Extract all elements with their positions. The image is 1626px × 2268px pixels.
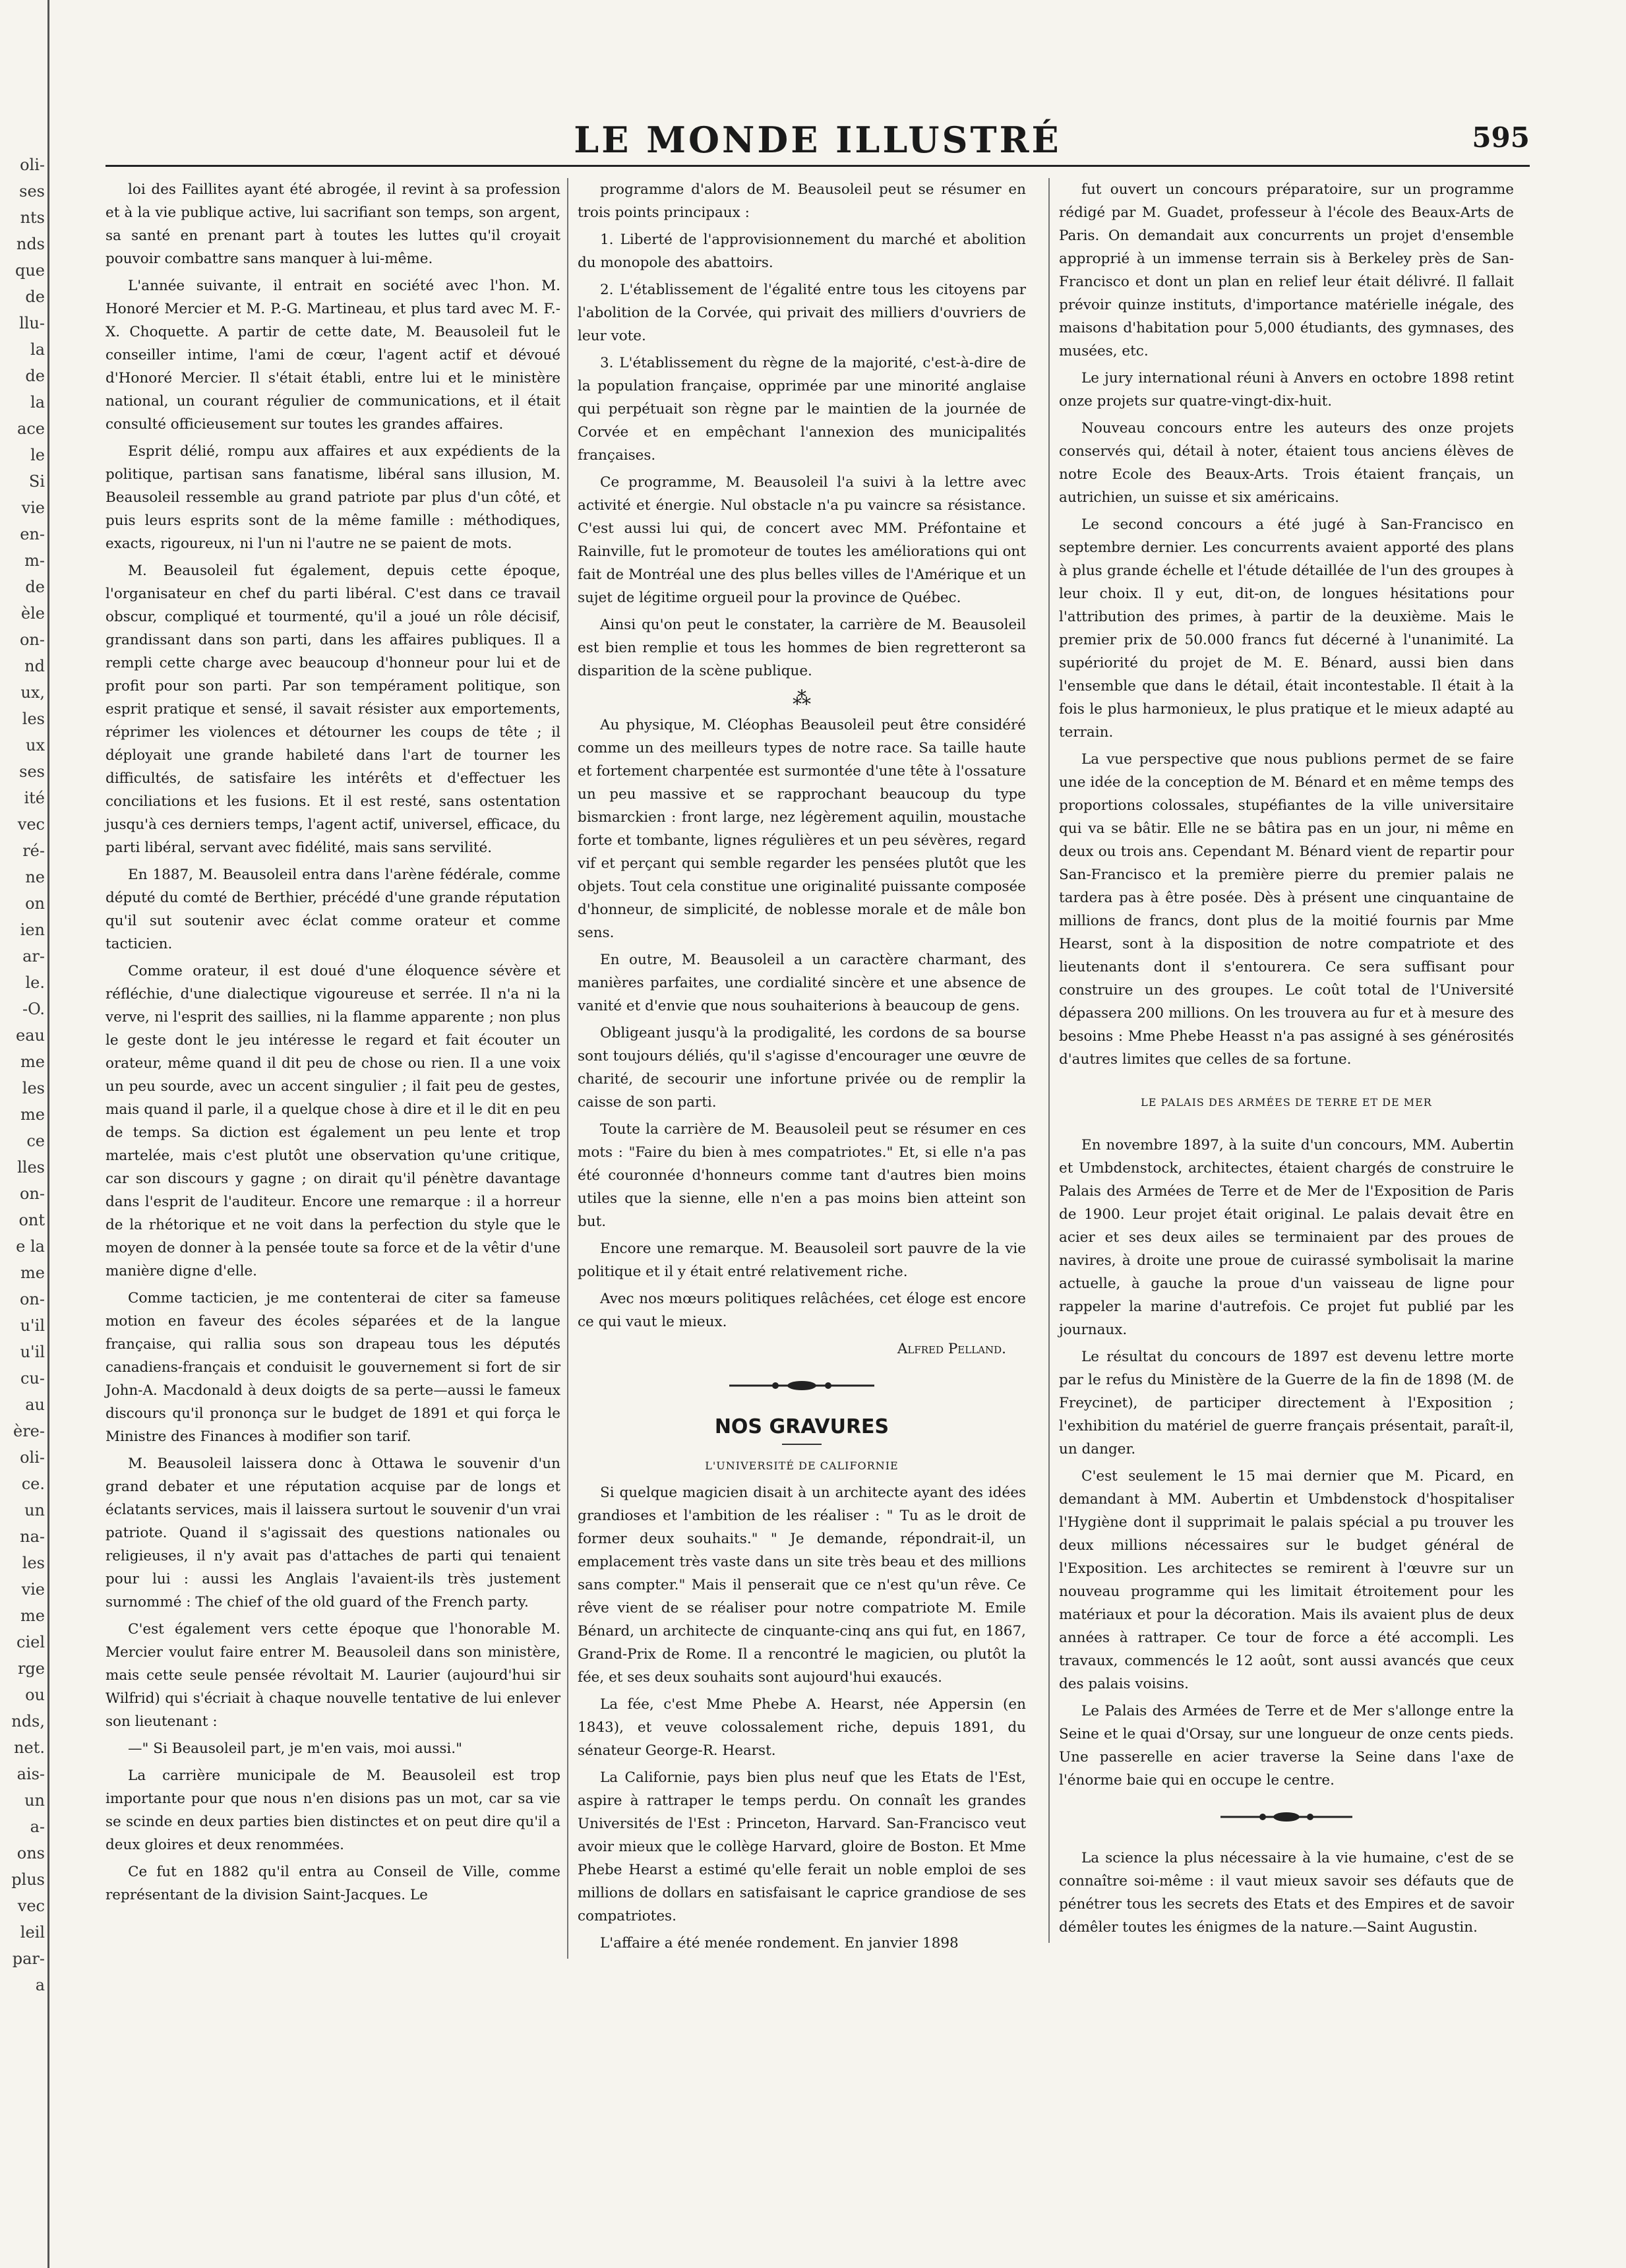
gutter-fragment: un <box>24 1501 45 1519</box>
gutter-fragment: ne <box>25 868 45 886</box>
ornament-divider <box>578 1376 1026 1399</box>
subhead-palais: LE PALAIS DES ARMÉES DE TERRE ET DE MER <box>1141 1096 1432 1109</box>
paragraph: La carrière municipale de M. Beausoleil est trop importante pour que nous n'en disions pas un mot, car sa vie se scinde en deux parties bien distinctes et on peut dire qu'il a deux gloires et deux renommées. <box>105 1767 560 1853</box>
paragraph: M. Beausoleil fut également, depuis cette époque, l'organisateur en chef du parti libéral. C'est dans ce travail obscur, compliqué et tourmenté, qu'il a joué un rôle décisif, grandissant dans son parti, dans les affaires publiques. Il a rempli cette charge avec beaucoup d'honneur pour lui et de profit pour son parti. Par son tempérament politique, son esprit pratique et sensé, il savait résister aux emportements, réprimer les violences et détourner les coups de tête ; il déployait une grande habileté dans l'art de tourner les difficultés, de satisfaire les intérêts et d'effectuer les conciliations et les fusions. Et il est resté, sans ostentation jusqu'à ces derniers temps, l'agent actif, universel, efficace, du parti libéral, servant avec fidélité, mais sans servilité. <box>105 563 560 856</box>
gutter-fragment: me <box>20 1105 45 1124</box>
gutter-fragment: nds <box>16 235 45 253</box>
paragraph: L'année suivante, il entrait en société avec l'hon. M. Honoré Mercier et M. P.-G. Martineau, et plus tard avec M. F.-X. Choquette. A partir de cette date, M. Beausoleil fut le conseiller intime, l'ami de cœur, l'agent actif et dévoué d'Honoré Mercier. Il s'était établi, entre lui et le ministère national, un courant régulier de communications, et il était consulté officieusement sur toutes les grandes affaires. <box>105 278 560 433</box>
gutter-fragment: vie <box>21 1580 45 1599</box>
paragraph: La vue perspective que nous publions permet de se faire une idée de la conception de M. Bénard et en même temps des proportions colossales, stupéfiantes de la ville universitaire qui va se bâtir. Elle ne se bâtira pas en un jour, ni même en deux ou trois ans. Cependant M. Bénard vient de repartir pour San-Francisco et la première pierre du premier palais ne tardera pas à être posée. Dès à présent une cinquantaine de millions de francs, dont plus de la moitié fournis par Mme Hearst, sont à la disposition de notre compatriote et des lieutenants dont il s'entourera. Ce sera suffisant pour construire un des groupes. Le coût total de l'Université dépassera 200 millions. On les trouvera au fur et à mesure des besoins : Mme Phebe Heasst n'a pas assigné à ses générosités d'autres limites que celles de sa fortune. <box>1059 751 1514 1068</box>
gutter-fragment: a- <box>30 1818 45 1836</box>
gutter-fragment: la <box>30 340 45 359</box>
gutter-fragment: ce <box>26 1132 45 1150</box>
gutter-fragment: ons <box>16 1844 45 1862</box>
paragraph: Ce fut en 1882 qu'il entra au Conseil de Ville, comme représentant de la division Saint-Jacques. Le <box>105 1864 560 1903</box>
gutter-fragment: èle <box>20 604 45 623</box>
gutter-fragment: les <box>22 1079 45 1097</box>
paragraph: 2. L'établissement de l'égalité entre tous les citoyens par l'abolition de la Corvée, qui privait des milliers d'ouvriers de leur vote. <box>578 282 1026 344</box>
gutter-fragment: ar- <box>22 947 45 965</box>
column-3 <box>1048 178 1514 1943</box>
gutter-fragment: nd <box>24 657 45 675</box>
gutter-fragment: leil <box>20 1923 45 1942</box>
gutter-fragment: la <box>30 393 45 412</box>
gutter-fragment: ux, <box>20 683 45 702</box>
gutter-fragment: un <box>24 1791 45 1810</box>
paragraph: Au physique, M. Cléophas Beausoleil peut être considéré comme un des meilleurs types de notre race. Sa taille haute et fortement charpentée est surmontée d'une tête à l'ossature un peu massive et se rapprochant beaucoup du type bismarckien : front large, nez légèrement aquilin, moustache forte et tombante, lignes régulières et un peu sévères, regard vif et perçant qui semble regarder les pensées plutôt que les objets. Tout cela constitue une originalité puissante composée d'honneur, de simplicité, de noblesse morale et de mâle bon sens. <box>578 717 1026 941</box>
gutter-fragment: llu- <box>19 314 45 332</box>
paragraph: La Californie, pays bien plus neuf que les Etats de l'Est, aspire à rattraper le temps perdu. On connaît les grandes Universités de l'Est : Princeton, Harvard. San-Francisco veut avoir mieux que le collège Harvard, gloire de Boston. Et Mme Phebe Hearst a estimé qu'elle ferait un noble emploi de ses millions de dollars en satisfaisant le caprice grandiose de ses compatriotes. <box>578 1769 1026 1924</box>
paragraph: Nouveau concours entre les auteurs des onze projets conservés qui, détail à noter, étaient tous anciens élèves de notre Ecole des Beaux-Arts. Trois étaient français, un autrichien, un suisse et six américains. <box>1059 420 1514 506</box>
asterism-separator: ⁂ <box>793 687 811 709</box>
paragraph: Comme tacticien, je me contenterai de citer sa fameuse motion en faveur des écoles séparées et de la langue française, qui rallia sous son drapeau tous les députés canadiens-français et conduisit le gouvernement si fort de sir John-A. Macdonald à deux doigts de sa perte—aussi le fameux discours qu'il prononça sur le budget de 1891 et qui força le Ministre des Finances à modifier son tarif. <box>105 1290 560 1445</box>
gutter-fragment: lles <box>17 1158 45 1177</box>
gutter-fragment: ciel <box>16 1633 45 1651</box>
paragraph: Encore une remarque. M. Beausoleil sort pauvre de la vie politique et il y était entré relativement riche. <box>578 1241 1026 1280</box>
gutter-fragment: nts <box>20 208 45 227</box>
paragraph: loi des Faillites ayant été abrogée, il revint à sa profession et à la vie publique active, lui sacrifiant son temps, son argent, sa santé en prenant part à toutes les luttes qu'il croyait pouvoir combattre sans manquer à lui-même. <box>105 181 560 267</box>
paragraph: La fée, c'est Mme Phebe A. Hearst, née Appersin (en 1843), et veuve colossalement riche, depuis 1891, du sénateur George-R. Hearst. <box>578 1696 1026 1759</box>
paragraph: programme d'alors de M. Beausoleil peut se résumer en trois points principaux : <box>578 181 1026 221</box>
gutter-fragment: a <box>35 1976 45 1994</box>
column-2 <box>567 178 1026 1959</box>
gutter-fragment: eau <box>16 1026 45 1045</box>
column-3-university-article <box>1059 178 1514 1071</box>
gutter-fragment: au <box>25 1395 45 1414</box>
gutter-fragment: ux <box>26 736 45 754</box>
gutter-fragment: par- <box>12 1949 45 1968</box>
column-2-article-end <box>578 178 1026 683</box>
gutter-fragment: le <box>30 446 45 464</box>
gutter-fragment: vie <box>21 499 45 517</box>
paragraph: Le second concours a été jugé à San-Francisco en septembre dernier. Les concurrents avaient apporté des plans à plus grande échelle et l'étude détaillée de l'un des groupes à leur choix. Il y eut, dit-on, de longues hésitations pour l'attribution des primes, à partir de la deuxième. Mais le premier prix de 50.000 francs fut décerné à l'unanimité. La supériorité du projet de M. E. Bénard, aussi bien dans l'ensemble que dans le détail, était incontestable. Il était à la fois le plus harmonieux, le plus pratique et le mieux adapté au terrain. <box>1059 516 1514 741</box>
column-2-university-article <box>578 1481 1026 1955</box>
title-rule <box>782 1444 822 1445</box>
subhead-university: L'UNIVERSITÉ DE CALIFORNIE <box>705 1459 899 1472</box>
gutter-fragment: oli- <box>20 1448 45 1467</box>
gutter-fragment: de <box>25 288 45 306</box>
paragraph: fut ouvert un concours préparatoire, sur un programme rédigé par M. Guadet, professeur à l'école des Beaux-Arts de Paris. On demandait aux concurrents un projet d'ensemble approprié à un immense terrain sis à Berkeley près de San-Francisco et dont un plan en relief leur était délivré. Il fallait prévoir quinze instituts, d'importance matérielle inégale, des maisons d'habitation pour 5,000 étudiants, des gymnases, des musées, etc. <box>1059 181 1514 359</box>
gutter-fragment: oli- <box>20 156 45 174</box>
gutter-fragment: rge <box>17 1659 45 1678</box>
gutter-fragment: ses <box>19 762 45 781</box>
paragraph: Le résultat du concours de 1897 est devenu lettre morte par le refus du Ministère de la Guerre de la fin de 1898 (M. de Freycinet), de participer directement à l'Exposition ; l'exhibition du matériel de guerre français présentait, paraît-il, un danger. <box>1059 1349 1514 1457</box>
gutter-fragment: les <box>22 710 45 728</box>
gutter-fragment: net. <box>14 1738 45 1757</box>
gutter-fragment: me <box>20 1264 45 1282</box>
paragraph: C'est seulement le 15 mai dernier que M. Picard, en demandant à MM. Aubertin et Umbdenstock d'hospitaliser l'Hygiène dont il supprimait le palais spécial a pu trouver les deux millions nécessaires sur le budget général de l'Exposition. Les architectes se remirent à l'œuvre sur un nouveau programme qui les limitait étroitement pour les matériaux et pour la décoration. Mais ils avaient plus de deux années à rattraper. Ce tour de force a été accompli. Les travaux, commencés le 12 août, sont aussi avancés que ceux des palais voisins. <box>1059 1468 1514 1692</box>
publication-title: LE MONDE ILLUSTRÉ <box>574 119 1062 161</box>
gutter-fragment: ité <box>24 789 45 807</box>
gutter-fragment: on- <box>19 1290 45 1308</box>
gutter-fragment: -O. <box>22 1000 45 1018</box>
paragraph: En outre, M. Beausoleil a un caractère charmant, des manières parfaites, une cordialité sincère et une absence de vanité et d'envie que nous souhaiterions à beaucoup de gens. <box>578 952 1026 1014</box>
gutter-fragment: e la <box>16 1237 45 1256</box>
gutter-fragment: plus <box>11 1870 45 1889</box>
gutter-fragment: on <box>25 894 45 913</box>
augustine-quote: La science la plus nécessaire à la vie humaine, c'est de se connaître soi-même : il vaut mieux savoir ses défauts que de pénétrer tous les secrets des Etats et des Empires et de savoir démêler toutes les énigmes de la nature.—Saint Augustin. <box>1059 1850 1514 1936</box>
paragraph: C'est également vers cette époque que l'honorable M. Mercier voulut faire entrer M. Beausoleil dans son ministère, mais cette seule pensée révoltait M. Laurier (aujourd'hui sir Wilfrid) qui s'écriait à chaque nouvelle tentative de lui enlever son lieutenant : <box>105 1621 560 1730</box>
gutter-fragment: que <box>15 261 45 280</box>
gutter-fragment: de <box>25 367 45 385</box>
gutter-fragment: ère- <box>13 1422 45 1440</box>
gutter-fragment: m- <box>24 551 45 570</box>
column-1 <box>105 178 560 1911</box>
gutter-fragment: ce. <box>21 1475 45 1493</box>
gutter-fragment: na- <box>20 1527 45 1546</box>
page-header <box>105 119 1530 167</box>
gutter-fragment: cu- <box>20 1369 45 1388</box>
gutter-fragment: on- <box>19 1184 45 1203</box>
ornament-divider-icon <box>729 1379 874 1392</box>
gutter-fragment: u'il <box>20 1316 45 1335</box>
gutter-fragment: ont <box>18 1211 45 1229</box>
gutter-fragment: vec <box>17 815 45 834</box>
gutter-fragment: de <box>25 578 45 596</box>
gutter-fragment: ais- <box>16 1765 45 1783</box>
gutter-fragment: on- <box>19 630 45 649</box>
gutter-fragment: vec <box>17 1897 45 1915</box>
paragraph: 3. L'établissement du règne de la majorité, c'est-à-dire de la population française, opprimée par une minorité anglaise qui perpétuait son règne par le maintien de la journée de Corvée et en empêchant l'annexion des municipalités françaises. <box>578 355 1026 464</box>
gutter-fragment: ace <box>17 419 45 438</box>
paragraph: Ce programme, M. Beausoleil l'a suivi à la lettre avec activité et énergie. Nul obstacle n'a pu vaincre sa résistance. C'est aussi lui qui, de concert avec MM. Préfontaine et Rainville, fut le promoteur de toutes les améliorations qui ont fait de Montréal une des plus belles villes de l'Amérique et un sujet de légitime orgueil pour la province de Québec. <box>578 474 1026 606</box>
paragraph: Le Palais des Armées de Terre et de Mer s'allonge entre la Seine et le quai d'Orsay, sur une longueur de onze cents pieds. Une passerelle en acier traverse la Seine dans l'axe de l'énorme baie qui en occupe le centre. <box>1059 1703 1514 1789</box>
gutter-fragment: nds, <box>11 1712 45 1731</box>
gutter-fragment: me <box>20 1053 45 1071</box>
paragraph: Si quelque magicien disait à un architecte ayant des idées grandioses et l'ambition de les réaliser : " Tu as le droit de former deux souhaits." " Je demande, répondrait-il, un emplacement très vaste dans un site très beau et des millions sans compter." Mais il penserait que ce n'est qu'un rêve. Ce rêve vient de se réaliser pour notre compatriote M. Emile Bénard, un architecte de cinquante-cinq ans qui fut, en 1867, Grand-Prix de Rome. Il a rencontré le magicien, ou plutôt la fée, et ses deux souhaits sont aujourd'hui exaucés. <box>578 1485 1026 1686</box>
gutter-fragment: ses <box>19 182 45 200</box>
column-3-palais-article <box>1059 1134 1514 1792</box>
adjacent-page-fragments <box>0 152 45 2242</box>
paragraph: Toute la carrière de M. Beausoleil peut se résumer en ces mots : "Faire du bien à mes compatriotes." Et, si elle n'a pas été couronnée d'honneurs comme tant d'autres bien moins utiles que la sienne, elle n'en a pas moins bien atteint son but. <box>578 1121 1026 1230</box>
gutter-fragment: ré- <box>22 842 45 860</box>
ornament-divider-icon <box>1220 1810 1352 1824</box>
paragraph: Avec nos mœurs politiques relâchées, cet éloge est encore ce qui vaut le mieux. <box>578 1291 1026 1330</box>
gutter-fragment: Si <box>28 472 45 491</box>
paragraph: Obligeant jusqu'à la prodigalité, les cordons de sa bourse sont toujours déliés, qu'il s'agisse d'encourager une œuvre de charité, de secourir une infortune privée ou de remplir la caisse de son parti. <box>578 1025 1026 1111</box>
paragraph: Comme orateur, il est doué d'une éloquence sévère et réfléchie, d'une dialectique vigoureuse et serrée. Il n'a ni la verve, ni l'esprit des saillies, ni la flamme apparente ; non plus le geste dont le jeu intéresse le regard et fait écouter un orateur, même quand il dit peu de chose ou rien. Il a une voix un peu sourde, avec un accent singulier ; il fait peu de gestes, mais quand il parle, il a quelque chose à dire et il le dit en peu de temps. Sa diction est également un peu lente et trop martelée, mais c'est plutôt une observation qu'une critique, car son discours y gagne ; on dirait qu'il pénètre davantage dans l'esprit de l'auditeur. Encore une remarque : il a horreur de la rhétorique et ne voit dans la perfection du style que le moyen de donner à la pensée toute sa force et de la vêtir d'une manière digne d'elle. <box>105 963 560 1279</box>
paragraph: 1. Liberté de l'approvisionnement du marché et abolition du monopole des abattoirs. <box>578 231 1026 271</box>
paragraph: —" Si Beausoleil part, je m'en vais, moi aussi." <box>128 1740 463 1757</box>
page-edge-rule <box>47 0 49 2268</box>
gutter-fragment: u'il <box>20 1343 45 1361</box>
paragraph: M. Beausoleil laissera donc à Ottawa le souvenir d'un grand debater et une réputation acquise par de longs et éclatants services, mais il laissera surtout le souvenir d'un vrai patriote. Quand il s'agissait des questions nationales ou religieuses, il n'y avait pas d'attaches de parti qui tenaient pour lui : aussi les Anglais l'avaient-ils très justement surnommé : The chief of the old guard of the French party. <box>105 1456 560 1610</box>
ornament-divider-2 <box>1059 1808 1514 1831</box>
paragraph: Le jury international réuni à Anvers en octobre 1898 retint onze projets sur quatre-vingt-dix-huit. <box>1059 370 1514 410</box>
paragraph: En novembre 1897, à la suite d'un concours, MM. Aubertin et Umbdenstock, architectes, étaient chargés de construire le Palais des Armées de Terre et de Mer de l'Exposition de Paris de 1900. Leur projet était original. Le palais devait être en acier et ses deux ailes se terminaient par des proues de navires, à droite une proue de cuirassé symbolisait la marine actuelle, à gauche la proue d'un vaisseau de ligne pour rappeler la marine d'autrefois. Ce projet fut publié par les journaux. <box>1059 1137 1514 1338</box>
column-2-physical-portrait <box>578 714 1026 1333</box>
gutter-fragment: en- <box>20 525 45 543</box>
page-number: 595 <box>1472 121 1530 154</box>
gutter-fragment: le. <box>25 973 45 992</box>
gutter-fragment: ien <box>20 921 45 939</box>
section-title: NOS GRAVURES <box>714 1415 889 1438</box>
paragraph: L'affaire a été menée rondement. En janvier 1898 <box>600 1935 959 1951</box>
paragraph: Ainsi qu'on peut le constater, la carrière de M. Beausoleil est bien remplie et tous les hommes de bien regretteront sa disparition de la scène publique. <box>578 617 1026 679</box>
paragraph: Esprit délié, rompu aux affaires et aux expédients de la politique, partisan sans fanatisme, libéral sans illusion, M. Beausoleil ressemble au grand patriote par plus d'un côté, et puis leurs esprits sont de la même famille : méthodiques, exacts, rigoureux, ni l'un ni l'autre ne se paient de mots. <box>105 443 560 552</box>
gutter-fragment: me <box>20 1607 45 1625</box>
paragraph: En 1887, M. Beausoleil entra dans l'arène fédérale, comme député du comté de Berthier, précédé d'une grande réputation qu'il sut soutenir avec éclat comme orateur et comme tacticien. <box>105 867 560 952</box>
gutter-fragment: ou <box>25 1686 45 1704</box>
author-signature: Alfred Pelland. <box>897 1341 1006 1357</box>
gutter-fragment: les <box>22 1554 45 1572</box>
